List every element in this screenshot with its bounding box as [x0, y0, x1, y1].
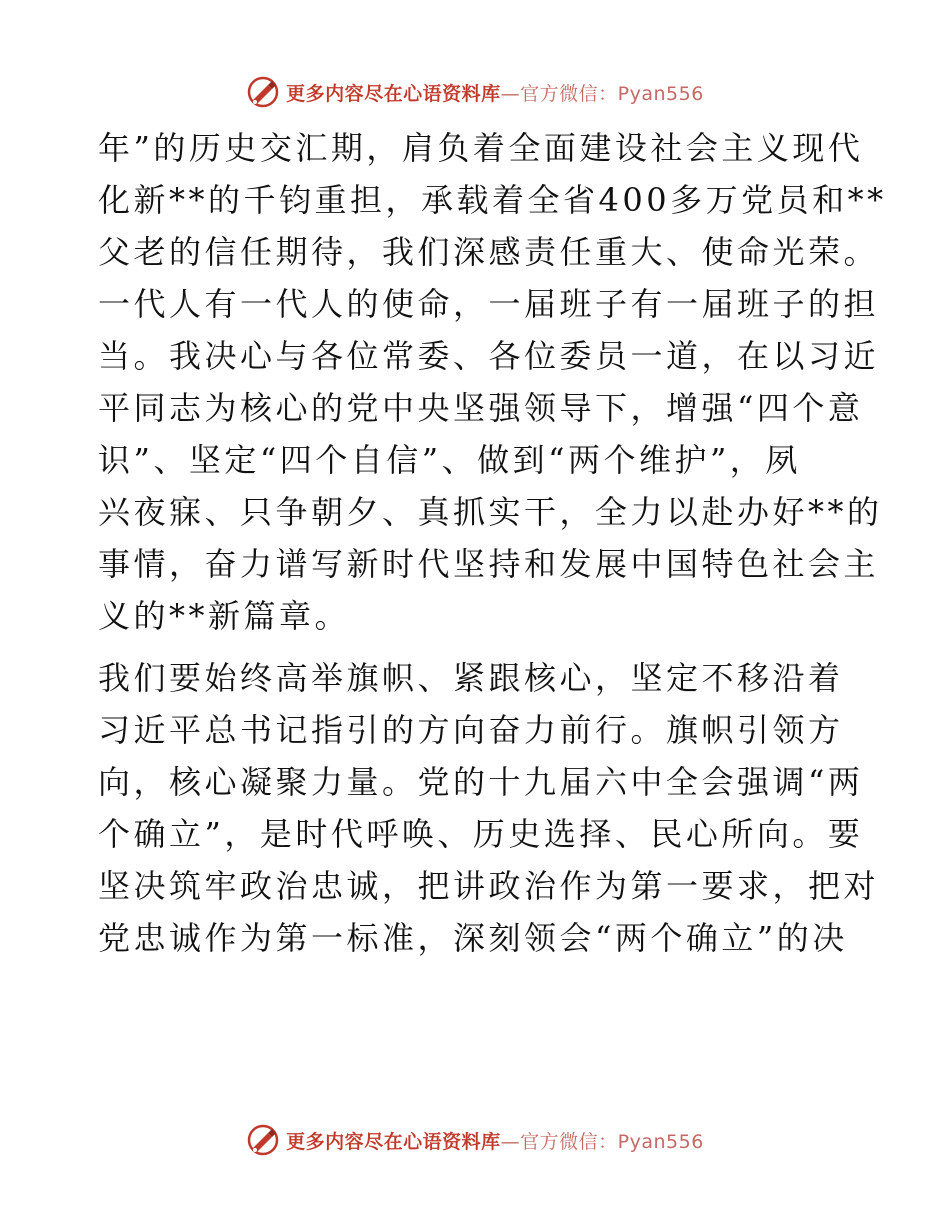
pen-circle-logo-icon — [246, 1123, 280, 1157]
footer-banner-text — [286, 1127, 704, 1154]
document-body — [98, 122, 887, 964]
text-line: 兴夜寐、只争朝夕、真抓实干，全力以赴办好**的 — [98, 493, 883, 531]
footer-site-name: 更多内容尽在心语资料库 — [286, 1130, 501, 1153]
footer-wechat: 官方微信：Pyan556 — [520, 1130, 704, 1153]
text-line: 坚决筑牢政治忠诚，把讲政治作为第一要求，把对 — [98, 867, 880, 905]
text-line: 事情，奋力谱写新时代坚持和发展中国特色社会主 — [98, 545, 880, 583]
text-line: 个确立”，是时代呼唤、历史选择、民心所向。要 — [98, 815, 864, 853]
text-line: 识”、坚定“四个自信”、做到“两个维护”，夙 — [98, 441, 801, 479]
header-banner — [0, 72, 950, 112]
text-line: 当。我决心与各位常委、各位委员一道，在以习近 — [98, 337, 880, 375]
text-line: 我们要始终高举旗帜、紧跟核心，坚定不移沿着 — [98, 659, 844, 697]
text-line: 年”的历史交汇期，肩负着全面建设社会主义现代 — [98, 129, 864, 167]
header-separator: — — [500, 82, 521, 105]
text-line: 化新**的千钧重担，承载着全省400多万党员和** — [98, 181, 887, 219]
footer-separator: — — [500, 1130, 521, 1153]
text-line: 向，核心凝聚力量。党的十九届六中全会强调“两 — [98, 763, 864, 801]
paragraph-2 — [98, 652, 880, 964]
header-wechat: 官方微信：Pyan556 — [520, 82, 704, 105]
footer-banner — [0, 1120, 950, 1160]
text-line: 一代人有一代人的使命，一届班子有一届班子的担 — [98, 285, 880, 323]
header-site-name: 更多内容尽在心语资料库 — [286, 82, 501, 105]
text-line: 父老的信任期待，我们深感责任重大、使命光荣。 — [98, 233, 880, 271]
pen-circle-logo-icon — [246, 75, 280, 109]
text-line: 义的**新篇章。 — [98, 597, 351, 635]
text-line: 习近平总书记指引的方向奋力前行。旗帜引领方 — [98, 711, 844, 749]
header-banner-text — [286, 79, 704, 106]
paragraph-1 — [98, 122, 887, 642]
text-line: 党忠诚作为第一标准，深刻领会“两个确立”的决 — [98, 919, 848, 957]
text-line: 平同志为核心的党中央坚强领导下，增强“四个意 — [98, 389, 864, 427]
